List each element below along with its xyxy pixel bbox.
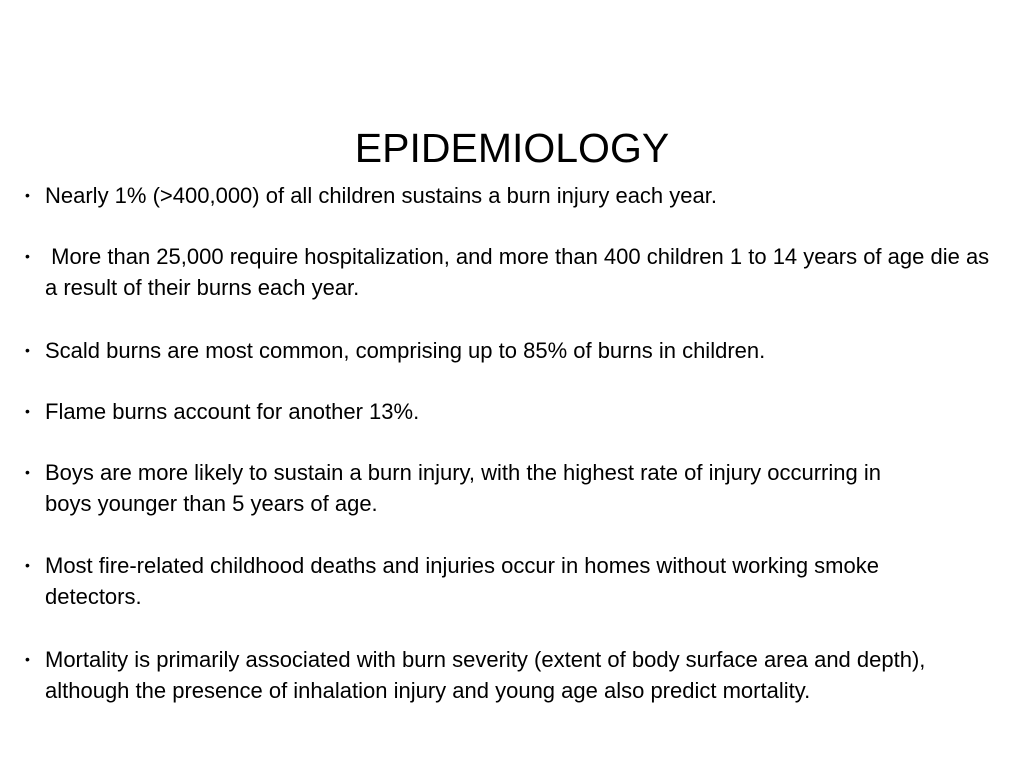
bullet-item [25, 396, 1005, 427]
bullet-icon: • [25, 464, 30, 480]
bullet-text: Most fire-related childhood deaths and injuries occur in homes without working smoke detectors. [45, 553, 879, 609]
bullet-item [25, 241, 1005, 303]
bullet-item [25, 180, 1005, 211]
bullet-icon: • [25, 248, 30, 264]
bullet-item [25, 457, 925, 519]
bullet-icon: • [25, 651, 30, 667]
bullet-text: Mortality is primarily associated with burn severity (extent of body surface area and depth), although the presence of inhalation injury and young age also predict mortality. [45, 647, 926, 703]
bullet-icon: • [25, 557, 30, 573]
bullet-item [25, 550, 965, 612]
bullet-text: Nearly 1% (>400,000) of all children sustains a burn injury each year. [45, 183, 717, 208]
slide-title: EPIDEMIOLOGY [354, 125, 670, 171]
bullet-item [25, 644, 995, 706]
bullet-text: Boys are more likely to sustain a burn injury, with the highest rate of injury occurring in boys younger than 5 years of age. [45, 460, 881, 516]
bullet-icon: • [25, 403, 30, 419]
bullet-icon: • [25, 187, 30, 203]
bullet-text: More than 25,000 require hospitalization, and more than 400 children 1 to 14 years of age die as a result of their burns each year. [45, 244, 996, 300]
bullet-text: Scald burns are most common, comprising up to 85% of burns in children. [45, 338, 766, 363]
bullet-item [25, 335, 1005, 366]
bullet-icon: • [25, 342, 30, 358]
bullet-text: Flame burns account for another 13%. [45, 399, 420, 424]
